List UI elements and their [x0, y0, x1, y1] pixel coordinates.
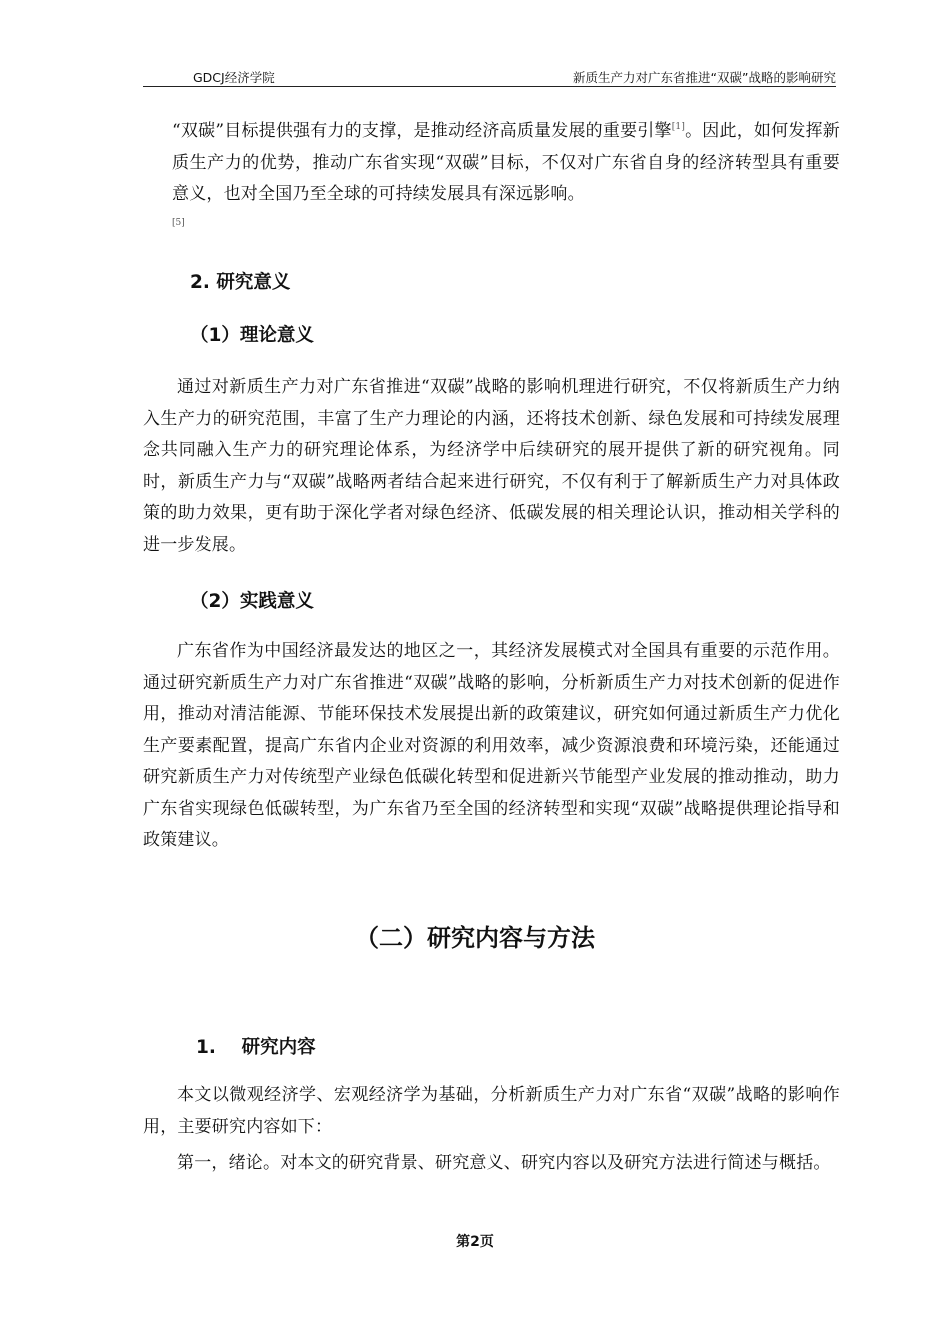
citation-1[interactable]: [1] [671, 122, 686, 132]
header-right: 新质生产力对广东省推进“双碳”战略的影响研究 [573, 70, 836, 85]
intro-paragraph [172, 116, 840, 211]
practice-paragraph: 广东省作为中国经济最发达的地区之一，其经济发展模式对全国具有重要的示范作用。通过研究新质生产力对广东省推进“双碳”战略的影响，分析新质生产力对技术创新的促进作用，推动对清洁能源、节能环保技术发展提出新的政策建议，研究如何通过新质生产力优化生产要素配置，提高广东省内企业对资源的利用效率，减少资源浪费和环境污染，还能通过研究新质生产力对传统型产业绿色低碳化转型和促进新兴节能型产业发展的推动推动，助力广东省实现绿色低碳转型，为广东省乃至全国的经济转型和实现“双碳”战略提供理论指导和政策建议。 [143, 641, 840, 850]
section-heading-research-significance: 2. 研究意义 [190, 272, 291, 293]
subheading-theory: （1）理论意义 [190, 325, 314, 346]
chapter-heading-content-methods: （二）研究内容与方法 [355, 924, 595, 952]
intro-text-1: “双碳”目标提供强有力的支撑，是推动经济高质量发展的重要引擎 [172, 121, 672, 141]
intro-text-2: 。因此，如何发挥新质生产力的优势，推动广东省实现“双碳”目标，不仅对广东省自身的经济转型具有重要意义，也对全国乃至全球的可持续发展具有深远影响。 [172, 121, 840, 204]
section-heading-research-content: 1. 研究内容 [196, 1037, 316, 1058]
citation-5[interactable]: [5] [172, 218, 185, 228]
header-left: GDCJ经济学院 [193, 70, 275, 85]
content-paragraph-1: 本文以微观经济学、宏观经济学为基础，分析新质生产力对广东省“双碳”战略的影响作用，主要研究内容如下： [143, 1085, 840, 1137]
page-header [143, 66, 836, 87]
page-number: 第2页 [456, 1234, 494, 1250]
subheading-practice: （2）实践意义 [190, 591, 314, 612]
content-paragraph-2: 第一，绪论。对本文的研究背景、研究意义、研究内容以及研究方法进行简述与概括。 [177, 1153, 831, 1173]
theory-paragraph: 通过对新质生产力对广东省推进“双碳”战略的影响机理进行研究，不仅将新质生产力纳入生产力的研究范围，丰富了生产力理论的内涵，还将技术创新、绿色发展和可持续发展理念共同融入生产力的研究理论体系，为经济学中后续研究的展开提供了新的研究视角。同时，新质生产力与“双碳”战略两者结合起来进行研究，不仅有利于了解新质生产力对具体政策的助力效果，更有助于深化学者对绿色经济、低碳发展的相关理论认识，推动相关学科的进一步发展。 [143, 377, 840, 555]
